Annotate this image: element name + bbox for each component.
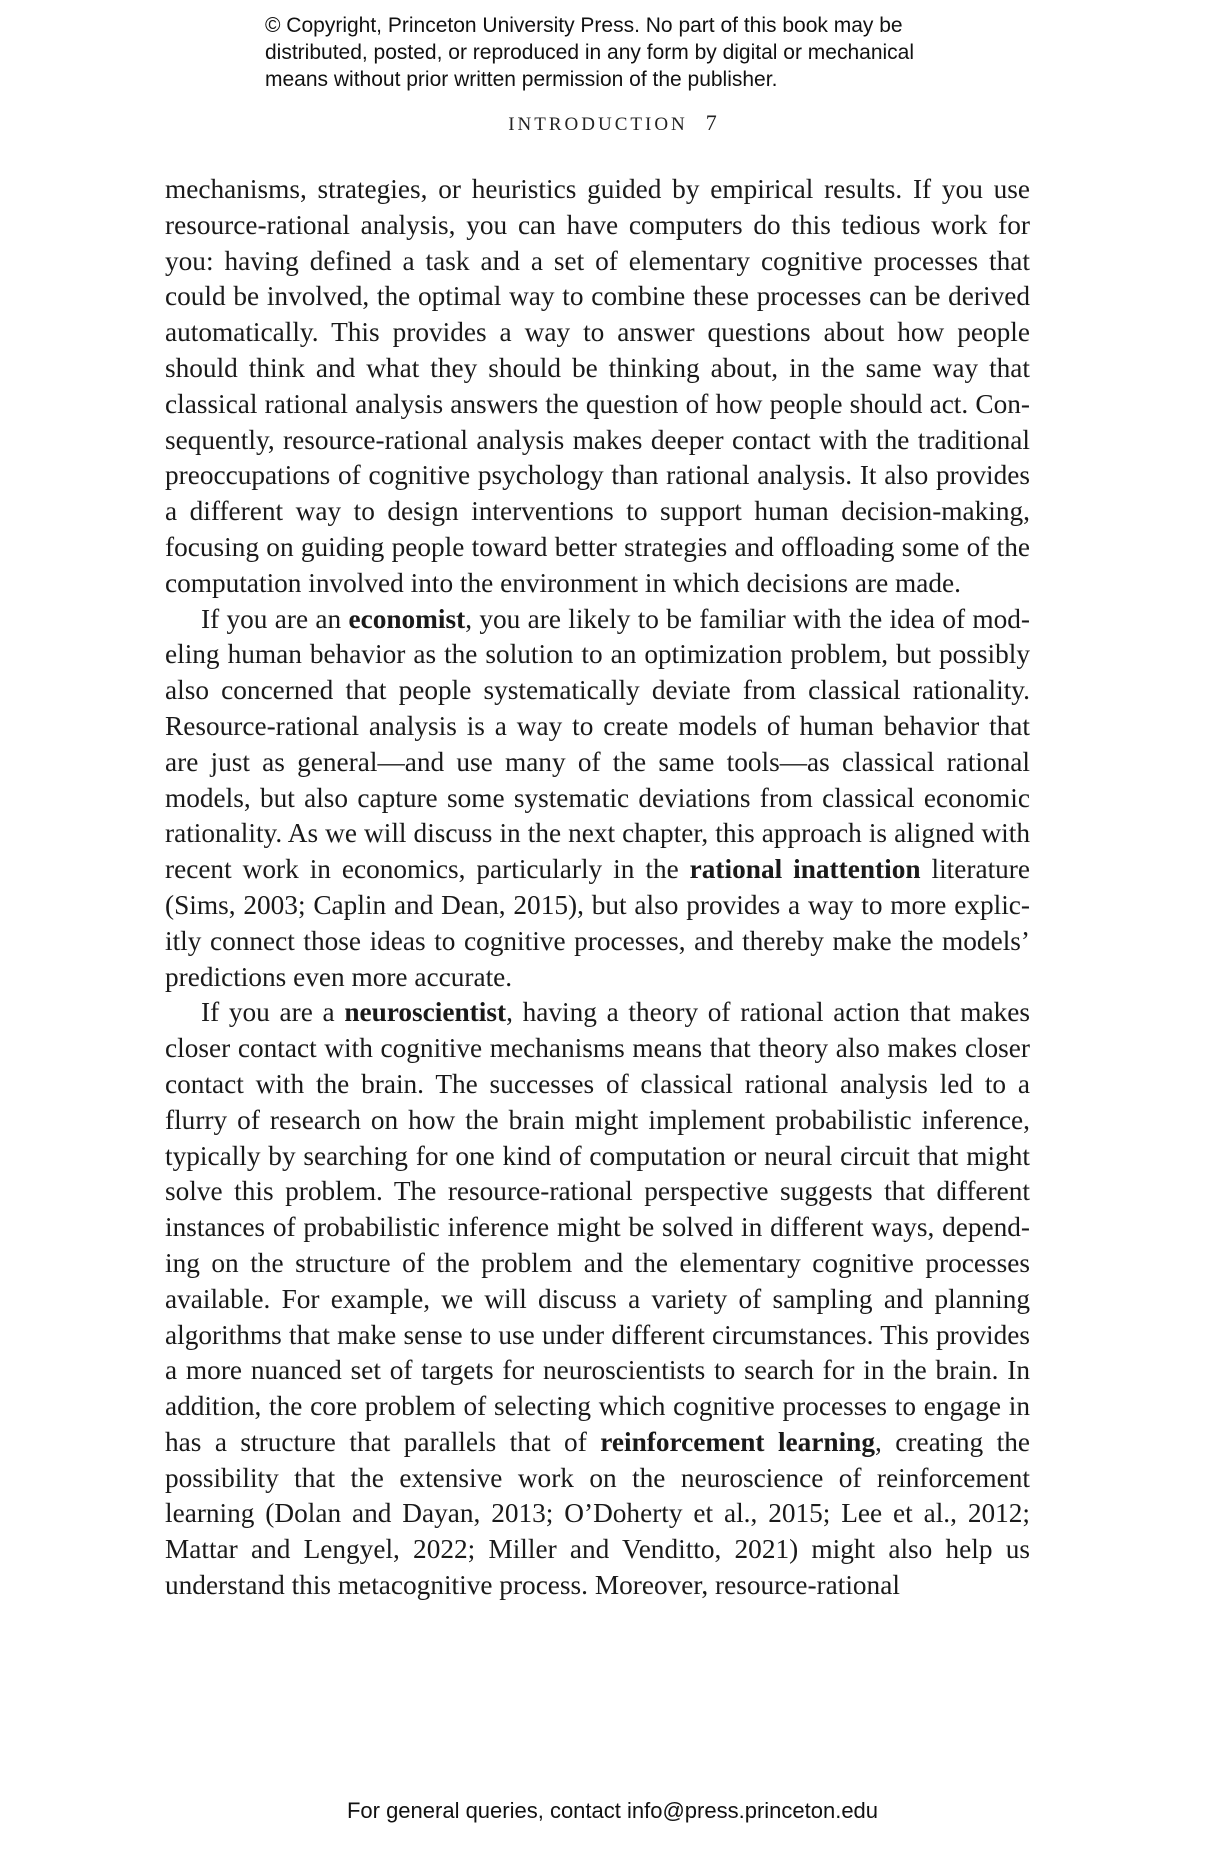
paragraph-text: If you are a: [201, 997, 345, 1028]
paragraph-text: literature (Sims, 2003; Caplin and Dean, 2015), but also provides a way to more explicitly connect those ideas to cognitive processes, and thereby make the models’ predictions even more accurate.: [165, 854, 1031, 992]
running-head-title: INTRODUCTION: [508, 114, 688, 135]
copyright-line-2: distributed, posted, or reproduced in any form by digital or mechanical: [265, 41, 915, 64]
copyright-line-1: © Copyright, Princeton University Press. No part of this book may be: [265, 14, 903, 37]
paragraph-text: , you are likely to be familiar with the idea of modeling human behavior as the solution to an optimization problem, but possibly also concerned that people systematically deviate from classical rationality. Resource-rational analysis is a way to create models of human behavior that are just as general—and use many of the same tools—as classical rational models, but also capture some systematic deviations from classical economic rationality. As we will discuss in the next chapter, this approach is aligned with recent work in economics, particularly in the: [165, 603, 1030, 885]
copyright-line-3: means without prior written permission of the publisher.: [265, 68, 778, 91]
running-head: [0, 110, 1225, 136]
paragraph-economist: [165, 602, 1030, 996]
paragraph-text: If you are an: [201, 603, 349, 634]
paragraph-text: , creating the possibility that the extensive work on the neuroscience of reinforcement learning (Dolan and Dayan, 2013; O’Doherty et al., 2015; Lee et al., 2012; Mattar and Lengyel, 2022; Miller and Venditto, 2021) might also help us understand this metacognitive process. Moreover, resource-rational: [165, 1426, 1031, 1601]
paragraph-1: mechanisms, strategies, or heuristics guided by empirical results. If you use resource-rational analysis, you can have computers do this tedious work for you: having defined a task and a set of elementary cognitive processes that could be involved, the optimal way to combine these processes can be derived automatically. This provides a way to answer questions about how people should think and what they should be thinking about, in the same way that classical rational analysis answers the question of how people should act. Consequently, resource-rational analysis makes deeper contact with the traditional preoccupations of cognitive psychology than rational analysis. It also provides a different way to design interventions to support human decision-making, focusing on guiding people toward better strategies and offloading some of the computation involved into the environment in which decisions are made.: [165, 174, 1030, 598]
term-reinforcement-learning: reinforcement learning: [600, 1426, 876, 1457]
page-number: 7: [705, 110, 717, 135]
term-economist: economist: [348, 603, 466, 634]
term-neuroscientist: neuroscientist: [344, 997, 507, 1028]
paragraph-text: , having a theory of rational action that makes closer contact with cognitive mechanisms means that theory also makes closer contact with the brain. The successes of classical rational analysis led to a flurry of research on how the brain might implement probabilistic inference, typically by searching for one kind of computation or neural circuit that might solve this problem. The resource-rational perspective suggests that different instances of probabilistic inference might be solved in different ways, depending on the structure of the problem and the elementary cognitive processes available. For example, we will discuss a variety of sampling and planning algorithms that make sense to use under different circumstances. This provides a more nuanced set of targets for neuroscientists to search for in the brain. In addition, the core problem of selecting which cognitive processes to engage in has a structure that parallels that of: [165, 997, 1030, 1457]
copyright-notice: [265, 12, 1025, 93]
body-text: [165, 172, 1030, 1604]
term-rational-inattention: rational inattention: [689, 854, 921, 885]
paragraph-neuroscientist: [165, 995, 1030, 1604]
footer-contact: For general queries, contact info@press.princeton.edu: [346, 1798, 879, 1823]
